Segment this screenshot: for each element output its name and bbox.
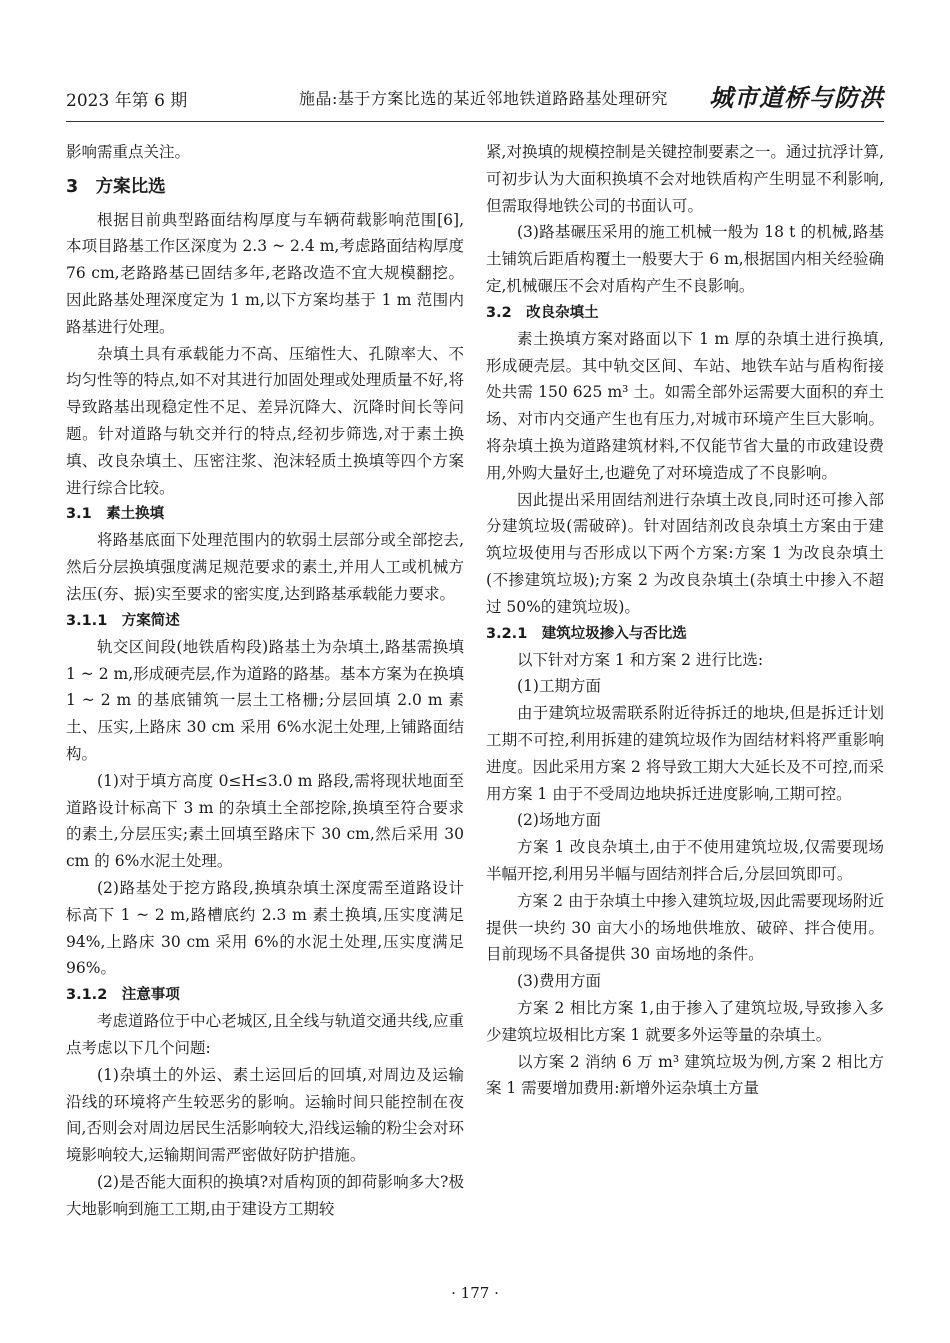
- paragraph: 根据目前典型路面结构厚度与车辆荷载影响范围[6],本项目路基工作区深度为 2.3 ~ 2.4 m,考虑路面结构厚度 76 cm,老路路基已固结多年,老路改造不宜大规模翻挖。因此路基处理深度定为 1 m,以下方案均基于 1 m 范围内路基进行处理。: [66, 210, 464, 336]
- paragraph: 杂填土具有承载能力不高、压缩性大、孔隙率大、不均匀性等的特点,如不对其进行加固处理或处理质量不好,将导致路基出现稳定性不足、差异沉降大、沉降时间长等问题。针对道路与轨交并行的特点,经初步筛选,对于素土换填、改良杂填土、压密注浆、泡沫轻质土换填等四个方案进行综合比较。: [66, 344, 464, 497]
- paragraph: 影响需重点关注。: [66, 143, 191, 161]
- left-column: [66, 139, 464, 1222]
- paragraph: 以方案 2 消纳 6 万 m³ 建筑垃圾为例,方案 2 相比方案 1 需要增加费用:新增外运杂填土方量: [486, 1052, 884, 1098]
- paragraph: 将路基底面下处理范围内的软弱土层部分或全部挖去,然后分层换填强度满足规范要求的素土,并用人工或机械方法压(夯、振)实至要求的密实度,达到路基承载能力要求。: [66, 531, 464, 603]
- paragraph: 由于建筑垃圾需联系附近待拆迁的地块,但是拆迁计划工期不可控,利用拆建的建筑垃圾作为固结材料将严重影响进度。因此采用方案 2 将导致工期大大延长及不可控,而采用方案 1 由于不受周边地块拆迁进度影响,工期可控。: [486, 704, 884, 803]
- paragraph: (3)费用方面: [517, 972, 601, 991]
- subsection-heading: 3.1.1 方案简述: [66, 612, 180, 629]
- subsection-heading: 3.1.2 注意事项: [66, 987, 180, 1004]
- header-rule: [66, 121, 884, 122]
- paragraph: (2)路基处于挖方路段,换填杂填土深度需至道路设计标高下 1 ~ 2 m,路槽底约 2.3 m 素土换填,压实度满足 94%,上路床 30 cm 采用 6%的水泥土处理,压实度满足 96%。: [66, 878, 464, 978]
- paragraph: 因此提出采用固结剂进行杂填土改良,同时还可掺入部分建筑垃圾(需破碎)。针对固结剂改良杂填土方案由于建筑垃圾使用与否形成以下两个方案:方案 1 为改良杂填土(不掺建筑垃圾);方案 2 为改良杂填土(杂填土中掺入不超过 50%的建筑垃圾)。: [486, 490, 884, 616]
- page-number: · 177 ·: [451, 1284, 499, 1302]
- paragraph: 紧,对换填的规模控制是关键控制要素之一。通过抗浮计算,可初步认为大面积换填不会对地铁盾构产生明显不利影响,但需取得地铁公司的书面认可。: [486, 143, 884, 215]
- paragraph: (2)是否能大面积的换填?对盾构顶的卸荷影响多大?极大地影响到施工工期,由于建设方工期较: [66, 1172, 464, 1218]
- right-column: [486, 139, 884, 1102]
- page-header: [66, 78, 884, 118]
- running-title: 施晶:基于方案比选的某近邻地铁道路路基处理研究: [299, 89, 668, 108]
- subsection-heading: 3.2.1 建筑垃圾掺入与否比选: [486, 625, 687, 642]
- paragraph: (3)路基碾压采用的施工机械一般为 18 t 的机械,路基土铺筑后距盾构覆土一般要大于 6 m,根据国内相关经验确定,机械碾压不会对盾构产生不良影响。: [486, 223, 884, 295]
- paragraph: 考虑道路位于中心老城区,且全线与轨道交通共线,应重点考虑以下几个问题:: [66, 1012, 464, 1057]
- paragraph: 方案 1 改良杂填土,由于不使用建筑垃圾,仅需要现场半幅开挖,利用另半幅与固结剂拌合后,分层回筑即可。: [486, 838, 884, 883]
- paragraph: 轨交区间段(地铁盾构段)路基土为杂填土,路基需换填 1 ~ 2 m,形成硬壳层,作为道路的路基。基本方案为在换填 1 ~ 2 m 的基底铺筑一层土工格栅;分层回填 2.0 m 素土、压实,上路床 30 cm 采用 6%水泥土处理,上铺路面结构。: [66, 637, 464, 763]
- paragraph: 素土换填方案对路面以下 1 m 厚的杂填土进行换填,形成硬壳层。其中轨交区间、车站、地铁车站与盾构衔接处共需 150 625 m³ 土。如需全部外运需要大面积的弃土场、对市内交通产生也有压力,对城市环境产生巨大影响。将杂填土换为道路建筑材料,不仅能节省大量的市政建设费用,外购大量好土,也避免了对环境造成了不良影响。: [486, 329, 884, 482]
- paragraph: 方案 2 相比方案 1,由于掺入了建筑垃圾,导致掺入多少建筑垃圾相比方案 1 就要多外运等量的杂填土。: [486, 998, 884, 1044]
- paragraph: (2)场地方面: [517, 811, 601, 830]
- paragraph: (1)对于填方高度 0≤H≤3.0 m 路段,需将现状地面至道路设计标高下 3 m 的杂填土全部挖除,换填至符合要求的素土,分层压实;素土回填至路床下 30 cm,然后采用 30 cm 的 6%水泥土处理。: [66, 771, 464, 871]
- issue-label: 2023 年第 6 期: [66, 91, 188, 111]
- journal-logo: 城市道桥与防洪: [709, 83, 884, 112]
- paragraph: 以下针对方案 1 和方案 2 进行比选:: [517, 650, 764, 669]
- subsection-heading: 3.2 改良杂填土: [486, 304, 599, 321]
- paragraph: (1)杂填土的外运、素土运回后的回填,对周边及运输沿线的环境将产生较恶劣的影响。运输时间只能控制在夜间,否则会对周边居民生活影响较大,沿线运输的粉尘会对环境影响较大,运输期间需严密做好防护措施。: [66, 1065, 464, 1165]
- paragraph: (1)工期方面: [517, 677, 601, 696]
- subsection-heading: 3.1 素土换填: [66, 506, 165, 523]
- paragraph: 方案 2 由于杂填土中掺入建筑垃圾,因此需要现场附近提供一块约 30 亩大小的场地供堆放、破碎、拌合使用。目前现场不具备提供 30 亩场地的条件。: [486, 891, 884, 964]
- section-heading: 3 方案比选: [66, 176, 166, 197]
